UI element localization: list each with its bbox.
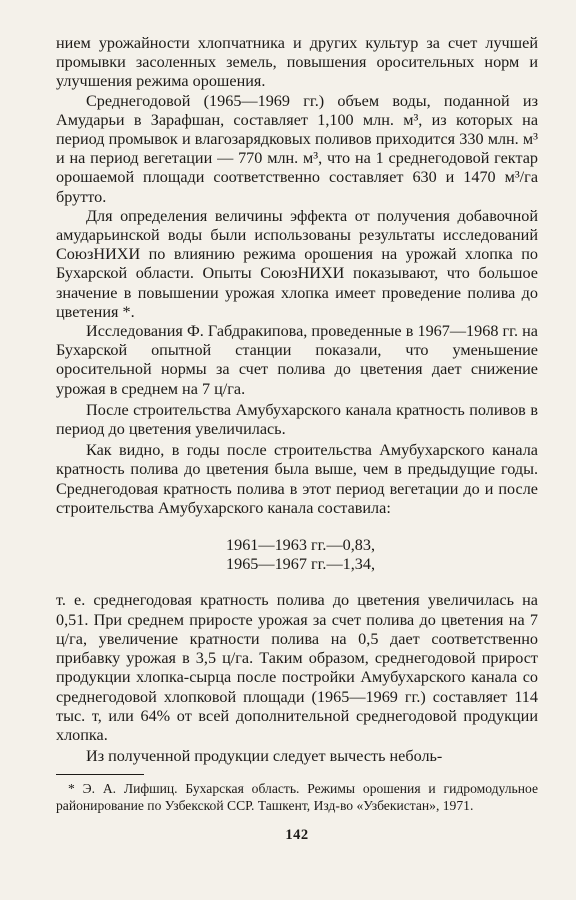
footnote-divider	[56, 774, 144, 775]
formula-line-1: 1961—1963 гг.—0,83,	[226, 536, 376, 555]
formula-block	[56, 536, 538, 574]
paragraph-3: Для определения величины эффекта от получения добавочной амударьинской воды были использованы результаты исследований СоюзНИХИ по влиянию режима орошения на урожай хлопка по Бухарской области. Опыты СоюзНИХИ показывают, что большое значение в повышении урожая хлопка имеет проведение полива до цветения *.	[56, 206, 538, 321]
paragraph-5: После строительства Амубухарского канала кратность поливов в период до цветения увеличилась.	[56, 400, 538, 439]
paragraph-8: Из полученной продукции следует вычесть неболь-	[86, 747, 443, 766]
paragraph-2: Среднегодовой (1965—1969 гг.) объем воды, поданной из Амударьи в Зарафшан, составляет 1,100 млн. м³, из которых на период промывок и влагозарядковых поливов приходится 330 млн. м³ и на период вегетации — 770 млн. м³, что на 1 среднегодовой гектар орошаемой площади соответственно составляет 630 и 1470 м³/га брутто.	[56, 91, 538, 206]
page-number: 142	[285, 827, 309, 844]
paragraph-1: нием урожайности хлопчатника и других культур за счет лучшей промывки засоленных земель, повышения оросительных норм и улучшения режима орошения.	[56, 34, 538, 91]
paragraph-4: Исследования Ф. Габдракипова, проведенные в 1967—1968 гг. на Бухарской опытной станции показали, что уменьшение оросительной нормы за счет полива до цветения дает снижение урожая в среднем на 7 ц/га.	[56, 322, 538, 398]
formula-line-2: 1965—1967 гг.—1,34,	[226, 555, 376, 574]
paragraph-7: т. е. среднегодовая кратность полива до цветения увеличилась на 0,51. При среднем приросте урожая за счет полива до цветения на 7 ц/га, увеличение кратности полива на 0,5 дает соответственно прибавку урожая в 3,5 ц/га. Таким образом, среднегодовой прирост продукции хлопка-сырца после постройки Амубухарского канала со среднегодовой хлопковой площади (1965—1969 гг.) составляет 114 тыс. т, или 64% от всей дополнительной среднегодовой продукции хлопка.	[56, 591, 538, 744]
paragraph-6: Как видно, в годы после строительства Амубухарского канала кратность полива до цветения была выше, чем в предыдущие годы. Среднегодовая кратность полива в этот период вегетации до и после строительства Амубухарского канала составила:	[56, 441, 538, 517]
footnote: * Э. А. Лифшиц. Бухарская область. Режимы орошения и гидромодульное районирование по Узбекской ССР. Ташкент, Изд-во «Узбекистан», 1971.	[56, 781, 538, 813]
main-text	[56, 34, 538, 766]
